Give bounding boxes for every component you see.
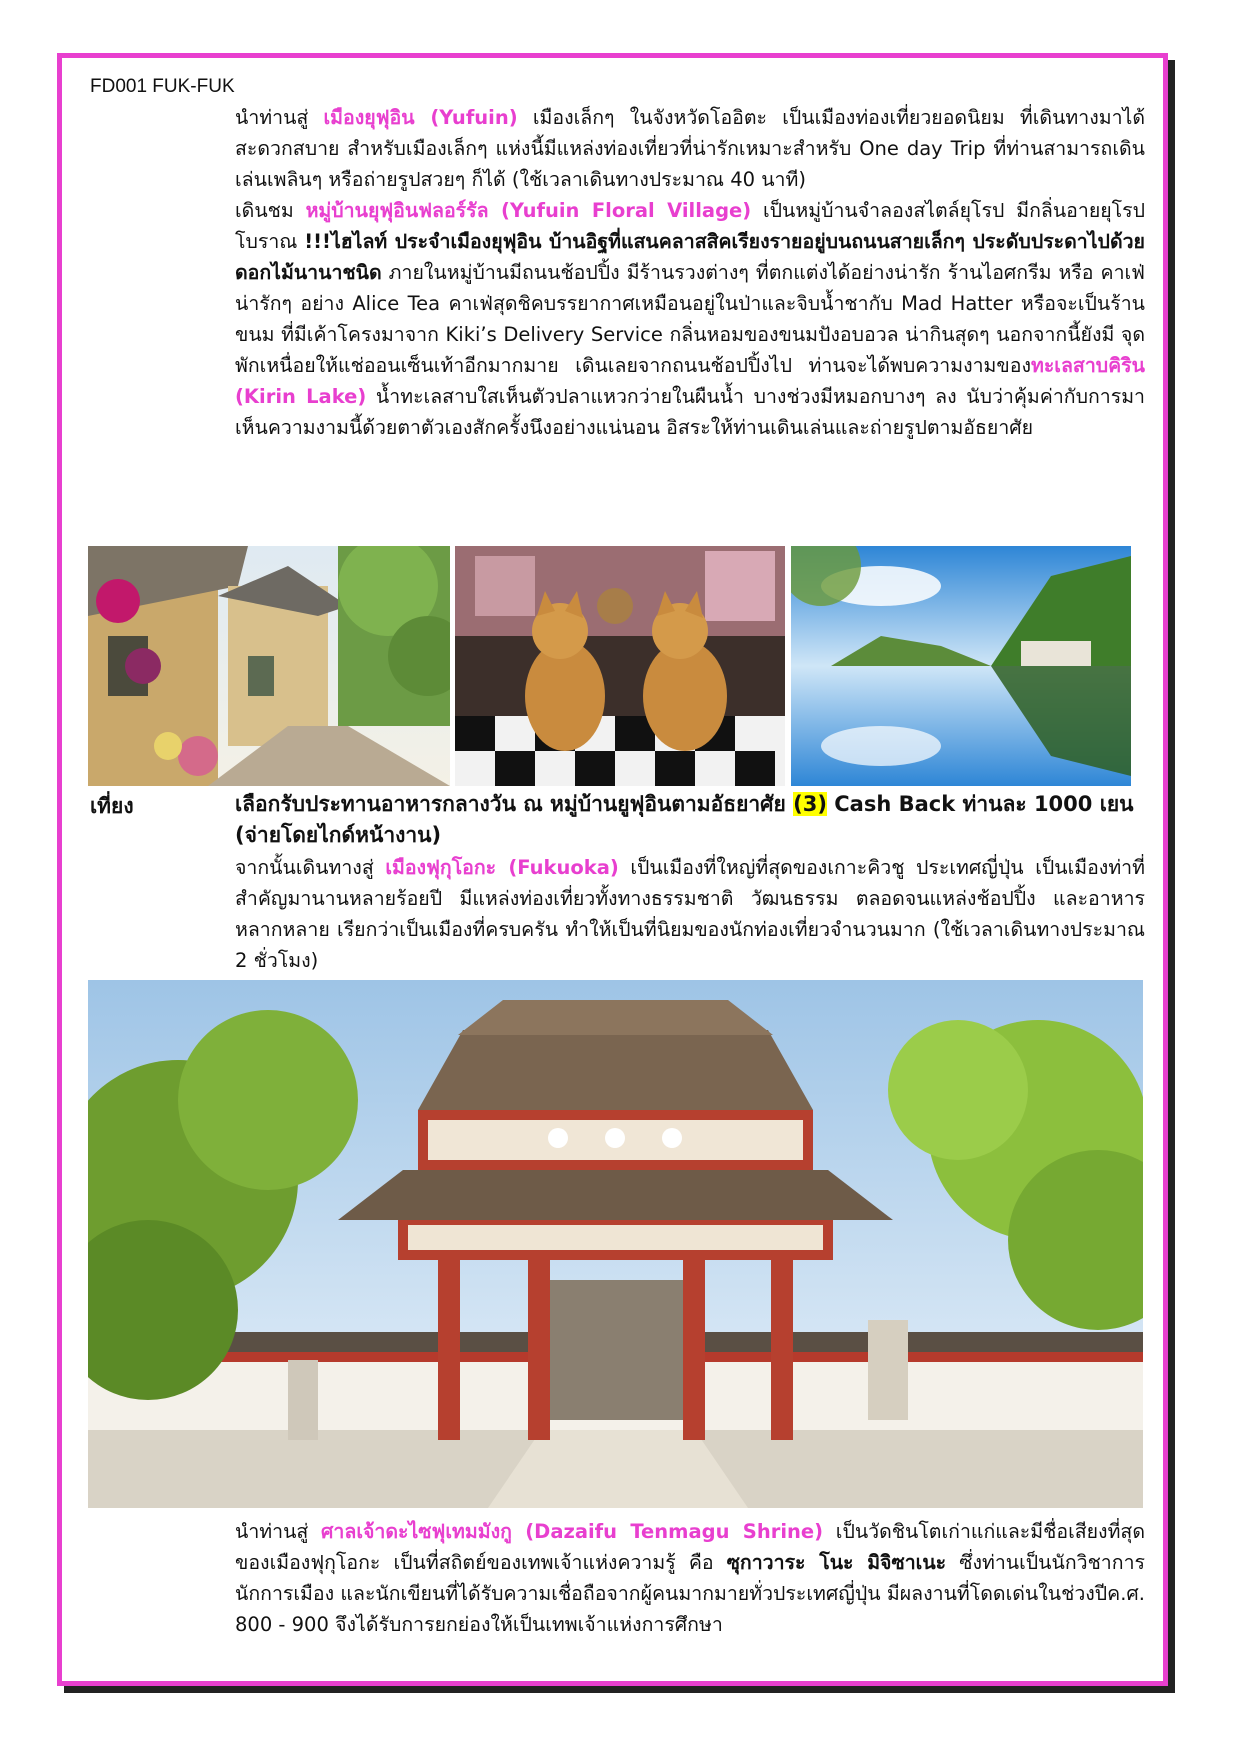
place-yufuin: เมืองยุฟุอิน (Yufuin)	[323, 106, 518, 129]
document-code: FD001 FUK-FUK	[90, 76, 235, 97]
dazaifu-shrine-photo	[88, 980, 1143, 1508]
cat-cafe-photo	[455, 546, 785, 786]
yufuin-paragraph	[235, 102, 1145, 195]
lunch-label: เที่ยง	[90, 794, 134, 818]
place-fukuoka: เมืองฟุกุโอกะ (Fukuoka)	[385, 856, 619, 879]
deity-name: ซุกาวาระ โนะ มิจิซาเนะ	[726, 1551, 947, 1574]
text: จากนั้นเดินทางสู่	[235, 856, 386, 879]
fukuoka-paragraph	[235, 852, 1145, 976]
floral-village-photo	[88, 546, 450, 786]
lunch-text	[235, 789, 1145, 851]
text: ซึ่งท่านเป็นนักวิชาการ นักการเมือง และนักเขียนที่ได้รับความเชื่อถือจากผู้คนมากมายทั่วประเทศญี่ปุ่น มีผลงานที่โดดเด่นในช่วงปีค.ศ. 800 - 900 จึงได้รับการยกย่องให้เป็นเทพเจ้าแห่งการศึกษา	[235, 1551, 1145, 1636]
text: เป็นหมู่บ้านจำลองสไตล์ยุโรป มีกลิ่นอายยุโรปโบราณ	[235, 199, 1145, 253]
text: เดินชม	[235, 199, 306, 222]
text: เมืองเล็กๆ ในจังหวัดโออิตะ เป็นเมืองท่องเที่ยวยอดนิยม ที่เดินทางมาได้สะดวกสบาย สำหรับเมืองเล็กๆ แห่งนี้มีแหล่งท่องเที่ยวที่น่ารักเหมาะสำหรับ One day Trip ที่ท่านสามารถเดินเล่นเพลินๆ หรือถ่ายรูปสวยๆ ก็ได้ (ใช้เวลาเดินทางประมาณ 40 นาที)	[235, 106, 1146, 191]
text: เป็นเมืองที่ใหญ่ที่สุดของเกาะคิวชู ประเทศญี่ปุ่น เป็นเมืองท่าที่สำคัญมานานหลายร้อยปี มีแหล่งท่องเที่ยวทั้งทางธรรมชาติ วัฒนธรรม ตลอดจนแหล่งช้อปปิ้ง และอาหารหลากหลาย เรียกว่าเป็นเมืองที่ครบครัน ทำให้เป็นที่นิยมของนักท่องเที่ยวจำนวนมาก (ใช้เวลาเดินทางประมาณ 2 ชั่วโมง)	[235, 856, 1145, 972]
dazaifu-paragraph	[235, 1516, 1145, 1640]
kirin-lake-photo	[791, 546, 1131, 786]
floral-village-paragraph	[235, 195, 1145, 443]
place-kirin-lake: ทะเลสาบคิริน (Kirin Lake)	[235, 354, 1145, 408]
text: เป็นวัดชินโตเก่าแก่และมีชื่อเสียงที่สุดของเมืองฟุกุโอกะ เป็นที่สถิตย์ของเทพเจ้าแห่งความรู้ คือ	[235, 1520, 1145, 1574]
text: นำท่านสู่	[235, 106, 324, 129]
place-floral-village: หมู่บ้านยุฟุอินฟลอร์รัล (Yufuin Floral Village)	[305, 199, 752, 222]
highlight-badge: (3)	[793, 792, 827, 816]
place-dazaifu-shrine: ศาลเจ้าดะไซฟุเทมมังกู (Dazaifu Tenmagu Shrine)	[321, 1520, 824, 1543]
text: ภายในหมู่บ้านมีถนนช้อปปิ้ง มีร้านรวงต่างๆ ที่ตกแต่งได้อย่างน่ารัก ร้านไอศกรีม หรือ คาเฟ่น่ารักๆ อย่าง Alice Tea คาเฟ่สุดชิคบรรยากาศเหมือนอยู่ในป่าและจิบน้ำชากับ Mad Hatter หรือจะเป็นร้านขนม ที่มีเค้าโครงมาจาก Kiki’s Delivery Service กลิ่นหอมของขนมปังอบอวล น่ากินสุดๆ นอกจากนี้ยังมี จุดพักเหนื่อยให้แช่ออนเซ็นเท้าอีกมากมาย เดินเลยจากถนนช้อปปิ้งไป ท่านจะได้พบความงามของ	[235, 261, 1145, 377]
text: นำท่านสู่	[235, 1520, 322, 1543]
highlight-text: !!!ไฮไลท์ ประจำเมืองยุฟุอิน บ้านอิฐที่แสนคลาสสิคเรียงรายอยู่บนถนนสายเล็กๆ ประดับประดาไปด้วยดอกไม้นานาชนิด	[235, 230, 1145, 284]
text: เลือกรับประทานอาหารกลางวัน ณ หมู่บ้านยูฟุอินตามอัธยาศัย	[235, 792, 794, 816]
text: Cash Back ท่านละ 1000 เยน (จ่ายโดยไกด์หน้างาน)	[235, 792, 1134, 847]
text: น้ำทะเลสาบใสเห็นตัวปลาแหวกว่ายในผืนน้ำ บางช่วงมีหมอกบางๆ ลง นับว่าคุ้มค่ากับการมาเห็นความงามนี้ด้วยตาตัวเองสักครั้งนึงอย่างแน่นอน อิสระให้ท่านเดินเล่นและถ่ายรูปตามอัธยาศัย	[235, 385, 1145, 439]
